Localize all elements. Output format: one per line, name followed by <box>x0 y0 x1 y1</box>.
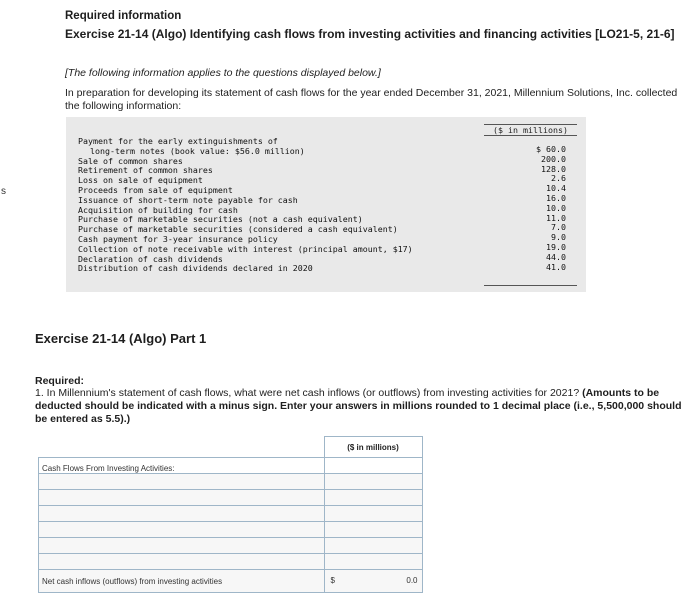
input-row <box>39 474 423 490</box>
cash-flow-answer-table <box>38 436 423 593</box>
header-blank-cell <box>39 437 325 458</box>
instruction-line-2: deducted should be indicated with a minus sign. Enter your answers in millions rounded to 1 decimal place (i.e., 5,500,000 should <box>35 400 682 412</box>
total-row <box>39 570 423 593</box>
input-row <box>39 538 423 554</box>
data-value: 2.6 <box>551 173 566 184</box>
data-value: 19.0 <box>546 241 566 252</box>
required-label: Required: <box>35 375 85 387</box>
data-line: Declaration of cash dividends <box>78 253 223 264</box>
data-value: 200.0 <box>541 153 566 164</box>
required-heading: Required information <box>65 10 182 22</box>
amount-input[interactable] <box>324 506 422 522</box>
data-value: 44.0 <box>546 251 566 262</box>
line-item-input[interactable] <box>39 538 325 554</box>
data-value: $ 60.0 <box>536 144 566 154</box>
part-title: Exercise 21-14 (Algo) Part 1 <box>35 331 207 346</box>
line-item-input[interactable] <box>39 522 325 538</box>
question-line: 1. In Millennium's statement of cash flows, what were net cash inflows (or outflows) from investing activities for 2021? <box>35 387 583 399</box>
instruction-line-1: (Amounts to be <box>582 387 660 399</box>
data-value-list <box>536 145 566 272</box>
amount-input[interactable] <box>324 522 422 538</box>
instruction-line-3: be entered as 5.5).) <box>35 413 131 425</box>
line-item-input[interactable] <box>39 490 325 506</box>
unit-header-cell: ($ in millions) <box>324 437 422 458</box>
data-value: 128.0 <box>541 163 566 174</box>
data-line: Purchase of marketable securities (not a cash equivalent) <box>78 214 363 225</box>
line-item-input[interactable] <box>39 506 325 522</box>
table-header-row <box>39 437 423 458</box>
intro-text: In preparation for developing its statement of cash flows for the year ended December 31, 2021, Millennium Solutions, Inc. collected the following information: <box>65 87 678 112</box>
data-value: 7.0 <box>551 222 566 233</box>
input-row <box>39 554 423 570</box>
data-unit-header: ($ in millions) <box>484 124 577 136</box>
given-data-panel <box>66 117 586 292</box>
amount-input[interactable] <box>324 538 422 554</box>
data-line: Sale of common shares <box>78 155 183 166</box>
data-value: 9.0 <box>551 232 566 243</box>
line-item-input[interactable] <box>39 554 325 570</box>
section-label: Cash Flows From Investing Activities: <box>39 458 325 474</box>
line-item-input[interactable] <box>39 474 325 490</box>
data-line-list <box>78 137 413 274</box>
data-value: 10.0 <box>546 202 566 213</box>
data-line: Distribution of cash dividends declared in 2020 <box>78 263 313 274</box>
data-value: 10.4 <box>546 183 566 194</box>
data-line: long-term notes (book value: $56.0 million) <box>90 145 305 156</box>
amount-input[interactable] <box>324 554 422 570</box>
data-line: Proceeds from sale of equipment <box>78 184 233 195</box>
total-label: Net cash inflows (outflows) from investing activities <box>39 570 325 593</box>
data-line: Cash payment for 3-year insurance policy <box>78 233 278 244</box>
section-amount-cell <box>324 458 422 474</box>
data-line: Retirement of common shares <box>78 165 213 176</box>
data-value: 41.0 <box>546 261 566 272</box>
total-amount-cell <box>324 570 422 593</box>
amount-input[interactable] <box>324 474 422 490</box>
total-value: 0.0 <box>406 576 418 585</box>
input-row <box>39 506 423 522</box>
data-line: Acquisition of building for cash <box>78 204 238 215</box>
edge-mark: s <box>1 186 6 197</box>
data-line: Purchase of marketable securities (considered a cash equivalent) <box>78 224 398 235</box>
input-row <box>39 522 423 538</box>
data-value: 11.0 <box>546 212 566 223</box>
exercise-title: Exercise 21-14 (Algo) Identifying cash flows from investing activities and financing activities [LO21-5, 21-6] <box>65 27 675 41</box>
data-bottom-rule <box>484 285 577 286</box>
data-line: Loss on sale of equipment <box>78 175 203 186</box>
question-text <box>35 387 697 426</box>
data-line: Payment for the early extinguishments of <box>78 136 278 146</box>
input-rows <box>39 474 423 570</box>
data-line: Collection of note receivable with interest (principal amount, $17) <box>78 243 413 254</box>
amount-input[interactable] <box>324 490 422 506</box>
data-line: Issuance of short-term note payable for cash <box>78 194 298 205</box>
data-value: 16.0 <box>546 192 566 203</box>
input-row <box>39 490 423 506</box>
section-label-row <box>39 458 423 474</box>
total-currency: $ <box>330 576 335 585</box>
applies-note: [The following information applies to the questions displayed below.] <box>65 67 381 79</box>
